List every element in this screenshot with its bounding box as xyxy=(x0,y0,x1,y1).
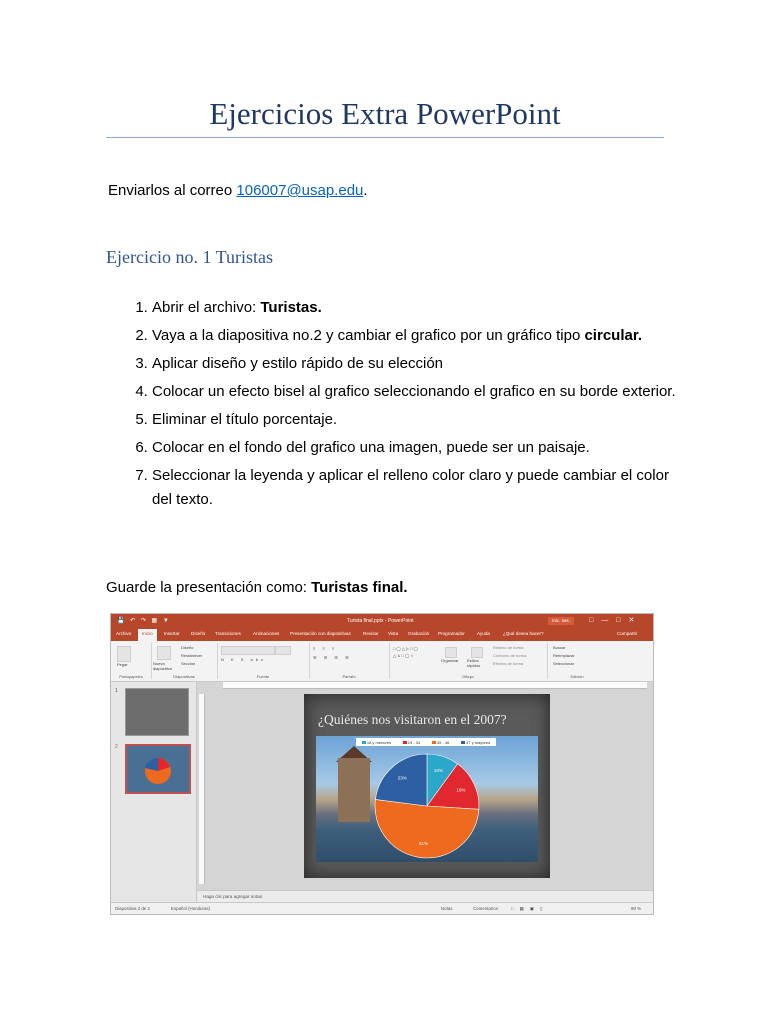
tab-diseno[interactable]: Diseño xyxy=(191,631,206,636)
window-controls-icons[interactable]: □—□✕ xyxy=(589,617,643,624)
quick-styles-icon[interactable] xyxy=(471,647,483,658)
step-text: Abrir el archivo: xyxy=(152,299,261,316)
legend-label: 19 - 34 xyxy=(407,739,421,745)
save-prefix: Guarde la presentación como: xyxy=(106,579,312,596)
shape-effects-button[interactable]: Efectos de forma xyxy=(493,661,524,666)
pie-chart[interactable] xyxy=(316,736,538,862)
font-size-box[interactable] xyxy=(275,646,291,655)
tab-grabacion[interactable]: Grabación xyxy=(408,631,430,636)
group-portapapeles xyxy=(111,643,152,679)
tab-ayuda[interactable]: Ayuda xyxy=(477,631,490,636)
replace-button[interactable]: Reemplazar xyxy=(553,653,575,658)
tab-presentacion[interactable]: Presentación con diapositivas xyxy=(290,631,351,636)
pie-data-label-3: 23% xyxy=(397,775,407,781)
legend-label: 35 - 46 xyxy=(436,739,450,745)
tab-insertar[interactable]: Insertar xyxy=(164,631,180,636)
align-icons[interactable]: ☰ ☰ ☰ ☰ xyxy=(313,655,352,660)
tab-vista[interactable]: Vista xyxy=(388,631,399,636)
list-item xyxy=(152,352,692,376)
pie-data-label-2: 51% xyxy=(418,840,428,846)
paste-icon[interactable] xyxy=(117,646,131,662)
slide-thumbnail-2[interactable] xyxy=(125,744,191,794)
find-button[interactable]: Buscar xyxy=(553,645,566,650)
save-filename: Turistas final. xyxy=(311,579,408,596)
list-item xyxy=(152,464,692,512)
pie-slice-2[interactable] xyxy=(375,799,479,858)
notes-placeholder: Haga clic para agregar notas xyxy=(203,894,262,899)
list-item xyxy=(152,324,692,348)
shapes-gallery-icons[interactable]: □◯△▷□◯ xyxy=(393,646,419,651)
section-button[interactable]: Sección xyxy=(181,661,196,666)
slide-canvas[interactable] xyxy=(304,694,550,878)
group-fuente xyxy=(217,643,310,679)
quick-access-toolbar-icons: 💾 ↶ ↷ ▦ ▼ xyxy=(117,618,171,624)
status-bar xyxy=(111,902,653,915)
comments-toggle[interactable]: Comentarios xyxy=(473,906,498,911)
font-name-box[interactable] xyxy=(221,646,275,655)
pie-data-label-0: 10% xyxy=(434,767,444,773)
save-instruction xyxy=(106,579,408,596)
list-item xyxy=(152,408,692,432)
legend-label: 47 y mayores xyxy=(466,739,491,745)
step-text: Colocar un efecto bisel al grafico seleccionando el grafico en su borde exterior. xyxy=(152,383,676,400)
slide-title[interactable]: ¿Quiénes nos visitaron en el 2007? xyxy=(318,712,507,727)
select-button[interactable]: Seleccionar xyxy=(553,661,574,666)
share-button[interactable]: Compartir xyxy=(617,631,638,636)
group-parrafo xyxy=(309,643,390,679)
thumb-number: 1 xyxy=(115,688,118,694)
group-label: Fuente xyxy=(256,674,270,679)
intro-prefix: Enviarlos al correo xyxy=(108,182,237,199)
view-buttons-icons[interactable]: □▦▣▯ xyxy=(511,906,549,911)
steps-list xyxy=(126,296,692,516)
ribbon-tabs xyxy=(111,628,653,641)
vertical-ruler xyxy=(199,694,205,884)
pie-data-label-1: 16% xyxy=(456,787,466,793)
section-heading: Ejercicio no. 1 Turistas xyxy=(106,247,273,267)
step-text: Vaya a la diapositiva no.2 y cambiar el grafico por un gráfico tipo xyxy=(152,327,585,344)
document-title: Ejercicios Extra PowerPoint xyxy=(209,96,561,131)
ppt-titlebar xyxy=(111,614,653,628)
step-text: Colocar en el fondo del grafico una imagen, puede ser un paisaje. xyxy=(152,439,590,456)
legend-label: 18 y menores xyxy=(366,739,392,745)
list-item xyxy=(152,380,692,404)
intro-suffix: . xyxy=(363,182,368,199)
arrange-label[interactable]: Organizar xyxy=(441,658,459,663)
step-bold: Turistas. xyxy=(260,299,322,316)
font-format-icons[interactable]: N K S abc xyxy=(221,657,267,662)
tell-me-search[interactable]: ¿Qué desea hacer? xyxy=(503,631,544,636)
group-label: Edición xyxy=(570,674,584,679)
step-text: Seleccionar la leyenda y aplicar el relleno color claro y puede cambiar el color del texto. xyxy=(152,467,669,508)
language-indicator[interactable]: Español (Honduras) xyxy=(171,906,211,911)
slide-thumbnails-pane xyxy=(111,682,197,902)
shape-outline-button[interactable]: Contorno de forma xyxy=(493,653,527,658)
list-icons[interactable]: ≡ ≡ ≡ xyxy=(313,646,338,651)
tab-revisar[interactable]: Revisar xyxy=(363,631,379,636)
quick-styles-label[interactable]: Estilos rápidos xyxy=(467,658,481,668)
slide-info: Diapositiva 2 de 2 xyxy=(115,906,150,911)
horizontal-ruler xyxy=(223,682,647,689)
group-label: Portapapeles xyxy=(119,674,143,679)
shapes-gallery-icons[interactable]: △↳□◯☆ xyxy=(393,653,415,658)
group-label: Diapositivas xyxy=(173,674,195,679)
notes-toggle[interactable]: Notas xyxy=(441,906,453,911)
email-link[interactable]: 106007@usap.edu xyxy=(236,182,364,199)
tab-inicio[interactable]: Inicio xyxy=(138,629,157,641)
tab-animaciones[interactable]: Animaciones xyxy=(253,631,280,636)
tab-programador[interactable]: Programador xyxy=(438,631,465,636)
window-title: Turista final.pptx - PowerPoint xyxy=(347,618,414,624)
list-item xyxy=(152,296,692,320)
group-diapositivas xyxy=(151,643,218,679)
paste-label: Pegar xyxy=(117,662,128,667)
tab-archivo[interactable]: Archivo xyxy=(116,631,132,636)
shape-fill-button[interactable]: Relleno de forma xyxy=(493,645,524,650)
arrange-icon[interactable] xyxy=(445,647,457,658)
new-slide-label[interactable]: Nueva diapositiva xyxy=(153,661,172,671)
step-text: Eliminar el título porcentaje. xyxy=(152,411,338,428)
thumb-number: 2 xyxy=(115,744,118,750)
chart-background-photo xyxy=(316,736,538,862)
intro-line xyxy=(108,182,368,199)
layout-button[interactable]: Diseño xyxy=(181,645,194,650)
step-text: Aplicar diseño y estilo rápido de su elección xyxy=(152,355,443,372)
list-item xyxy=(152,436,692,460)
tab-transiciones[interactable]: Transiciones xyxy=(215,631,241,636)
group-dibujo xyxy=(389,643,548,679)
signin-button[interactable]: Inic. ses. xyxy=(548,617,574,625)
group-edicion xyxy=(547,643,607,679)
powerpoint-screenshot xyxy=(110,613,654,915)
thumbnail-pie-icon xyxy=(127,746,189,792)
title-underline xyxy=(106,137,664,138)
ribbon xyxy=(111,641,653,682)
group-label: Dibujo xyxy=(462,674,474,679)
slide-thumbnail-1[interactable] xyxy=(125,688,189,736)
reset-button[interactable]: Restablecer xyxy=(181,653,203,658)
step-bold: circular. xyxy=(584,327,643,344)
new-slide-icon[interactable] xyxy=(157,646,171,660)
zoom-level[interactable]: 80 % xyxy=(631,906,642,911)
group-label: Párrafo xyxy=(342,674,356,679)
